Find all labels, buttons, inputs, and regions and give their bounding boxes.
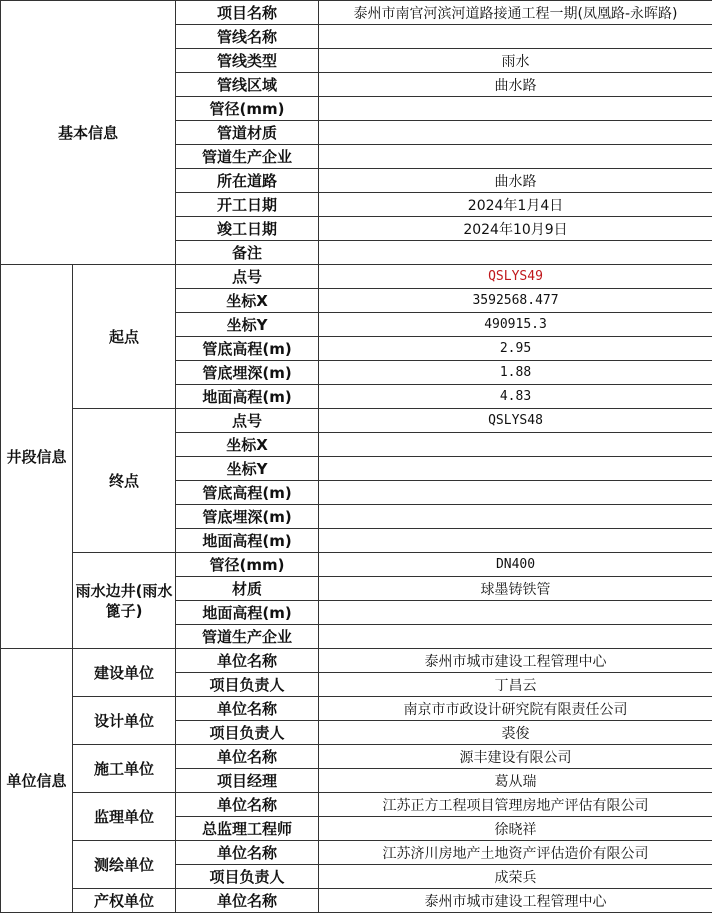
table-row (1, 649, 712, 673)
field-value (319, 457, 712, 481)
field-value: 曲水路 (319, 73, 712, 97)
field-value (319, 601, 712, 625)
field-value (319, 625, 712, 649)
field-value: QSLYS48 (319, 409, 712, 433)
subsection-rain-inlet: 雨水边井(雨水篦子) (73, 553, 176, 649)
field-label: 管线类型 (176, 49, 319, 73)
field-value (319, 97, 712, 121)
field-value (319, 433, 712, 457)
field-value: 泰州市城市建设工程管理中心 (319, 649, 712, 673)
field-label: 管底埋深(m) (176, 361, 319, 385)
field-value: 1.88 (319, 361, 712, 385)
field-label: 单位名称 (176, 649, 319, 673)
field-label: 总监理工程师 (176, 817, 319, 841)
field-label: 单位名称 (176, 889, 319, 913)
field-label: 管道生产企业 (176, 625, 319, 649)
table-row (1, 793, 712, 817)
table-row (1, 697, 712, 721)
table-row (1, 265, 712, 289)
field-value: 泰州市南官河滨河道路接通工程一期(凤凰路-永晖路) (319, 1, 712, 25)
field-label: 地面高程(m) (176, 601, 319, 625)
field-label: 管径(mm) (176, 97, 319, 121)
unit-group-name: 监理单位 (73, 793, 176, 841)
unit-group-name: 产权单位 (73, 889, 176, 913)
field-value: 2024年1月4日 (319, 193, 712, 217)
table-row (1, 841, 712, 865)
section-unit-info: 单位信息 (1, 649, 73, 913)
field-value: 490915.3 (319, 313, 712, 337)
field-label: 坐标X (176, 433, 319, 457)
field-value: 裘俊 (319, 721, 712, 745)
field-label: 地面高程(m) (176, 529, 319, 553)
field-value: QSLYS49 (319, 265, 712, 289)
field-label: 点号 (176, 265, 319, 289)
field-label: 管线名称 (176, 25, 319, 49)
field-label: 单位名称 (176, 841, 319, 865)
unit-group-name: 建设单位 (73, 649, 176, 697)
field-value (319, 25, 712, 49)
unit-group-name: 设计单位 (73, 697, 176, 745)
field-label: 竣工日期 (176, 217, 319, 241)
table-row (1, 553, 712, 577)
field-value (319, 505, 712, 529)
section-segment-info: 井段信息 (1, 265, 73, 649)
field-value: 4.83 (319, 385, 712, 409)
table-row (1, 1, 712, 25)
table-row (1, 889, 712, 913)
field-label: 管线区域 (176, 73, 319, 97)
field-label: 项目负责人 (176, 865, 319, 889)
subsection-start-point: 起点 (73, 265, 176, 409)
field-value (319, 121, 712, 145)
field-value: 球墨铸铁管 (319, 577, 712, 601)
field-value: 2024年10月9日 (319, 217, 712, 241)
unit-group-name: 测绘单位 (73, 841, 176, 889)
field-value: 南京市市政设计研究院有限责任公司 (319, 697, 712, 721)
section-basic-info: 基本信息 (1, 1, 176, 265)
field-value (319, 529, 712, 553)
field-label: 管底高程(m) (176, 481, 319, 505)
field-value: 徐晓祥 (319, 817, 712, 841)
field-label: 所在道路 (176, 169, 319, 193)
field-label: 单位名称 (176, 697, 319, 721)
field-label: 备注 (176, 241, 319, 265)
field-value: 丁昌云 (319, 673, 712, 697)
field-value: 3592568.477 (319, 289, 712, 313)
field-label: 单位名称 (176, 745, 319, 769)
field-value: 葛从瑞 (319, 769, 712, 793)
field-label: 坐标Y (176, 457, 319, 481)
field-label: 项目名称 (176, 1, 319, 25)
field-value: 江苏济川房地产土地资产评估造价有限公司 (319, 841, 712, 865)
field-value: 泰州市城市建设工程管理中心 (319, 889, 712, 913)
field-label: 地面高程(m) (176, 385, 319, 409)
field-label: 项目负责人 (176, 721, 319, 745)
field-value: 雨水 (319, 49, 712, 73)
field-label: 材质 (176, 577, 319, 601)
field-value: 源丰建设有限公司 (319, 745, 712, 769)
field-value: 江苏正方工程项目管理房地产评估有限公司 (319, 793, 712, 817)
field-label: 管底高程(m) (176, 337, 319, 361)
field-value (319, 241, 712, 265)
field-label: 管底埋深(m) (176, 505, 319, 529)
field-label: 项目经理 (176, 769, 319, 793)
field-value: DN400 (319, 553, 712, 577)
field-value: 2.95 (319, 337, 712, 361)
field-value (319, 145, 712, 169)
table-row (1, 745, 712, 769)
field-label: 开工日期 (176, 193, 319, 217)
field-label: 坐标X (176, 289, 319, 313)
unit-group-name: 施工单位 (73, 745, 176, 793)
field-value: 曲水路 (319, 169, 712, 193)
field-label: 坐标Y (176, 313, 319, 337)
field-label: 管径(mm) (176, 553, 319, 577)
field-label: 管道材质 (176, 121, 319, 145)
subsection-end-point: 终点 (73, 409, 176, 553)
table-row (1, 409, 712, 433)
field-label: 管道生产企业 (176, 145, 319, 169)
field-label: 点号 (176, 409, 319, 433)
field-value: 成荣兵 (319, 865, 712, 889)
field-value (319, 481, 712, 505)
field-label: 单位名称 (176, 793, 319, 817)
field-label: 项目负责人 (176, 673, 319, 697)
